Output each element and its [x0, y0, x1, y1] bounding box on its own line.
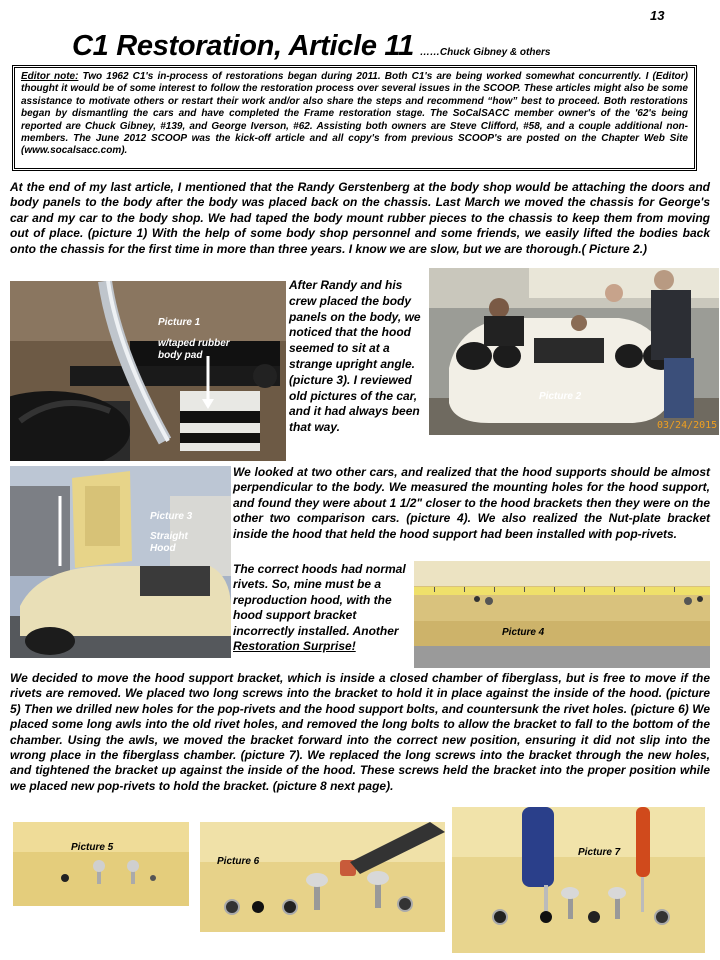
picture-3-image [10, 466, 231, 658]
picture-4-caption: Picture 4 [502, 627, 545, 638]
picture-2 [429, 268, 719, 435]
picture-6 [200, 822, 445, 932]
paragraph-intro: At the end of my last article, I mentioned that the Randy Gerstenberg at the body shop would be attaching the doors and body panels to the body after the body was placed back on the chassis. Last March we moved the chassis for George's car and my car to the body shop. We had taped the body mount rubber pieces to the chassis to keep them from moving out of place. (picture 1) With the help of some body shop personnel and some friends, we easily lifted the bodies back onto the chassis for the first time in more than three years. I know we are slow, but we are thorough.( Picture 2.) [10, 180, 710, 256]
picture-7 [452, 807, 705, 953]
paragraph-comparison: We looked at two other cars, and realized that the hood supports should be almost perpendicular to the body. We measured the mounting holes for the hood support, and found they were about 1 1/2" closer to the hood brackets then they were on the other two comparison cars. (picture 4). We also realized the Nut-plate bracket inside the hood that held the hood support had been installed with pop-rivets. [233, 465, 710, 541]
editor-note-text: Two 1962 C1's in-process of restorations began during 2011. Both C1's are being worked somewhat concurrently. I (Editor) thought it would be of some interest to follow the restoration process over several issues in the SCOOP. These articles might also be some assistance to motivate others or restart their work and/or also share the steps and recommend “how” best to proceed. Both restorations began by dismantling the cars and have completed the Frame restoration stage. The SoCalSACC member owner's of the '62's being reported are Chuck Gibney, #139, and George Iverson, #62. Assisting both owners are Steve Clifford, #58, and a couple additional non-members. The June 2012 SCOOP was the kick-off article and all copy's from previous SCOOP's are posted on the Chapter Web Site (www.socalsacc.com). [21, 71, 688, 157]
paragraph-hood-angle: After Randy and his crew placed the body panels on the body, we noticed that the hood seemed to sit at a strange upright angle. (picture 3). I reviewed old pictures of the car, and it had always been that way. [289, 278, 421, 435]
picture-2-date-stamp: 03/24/2015 [657, 420, 718, 431]
picture-1-caption: Picture 1 [158, 317, 201, 328]
byline: ……Chuck Gibney & others [419, 47, 551, 58]
rivets-text: The correct hoods had normal rivets. So, mine must be a reproduction hood, with the hood support bracket incorrectly installed. Another [233, 562, 406, 638]
page-number: 13 [650, 8, 665, 23]
picture-3-subcaption-2: Hood [150, 543, 176, 554]
picture-3 [10, 466, 231, 658]
paragraph-moving-bracket: We decided to move the hood support bracket, which is inside a closed chamber of fiberglass, but is free to move if the rivets are removed. We placed two long screws into the bracket to hold it in place against the inside of the hood. (picture 5) Then we drilled new holes for the pop-rivets and the hood support bolts, and countersunk the rivet holes. (picture 6) We placed some long awls into the old rivet holes, and removed the long bolts to allow the bracket to fall to the bottom of the chamber. Using the awls, we moved the bracket forward into the correct new position, ensuring it did not slip into the wrong place in the fiberglass chamber. (picture 7). We replaced the long screws into the bracket through the new holes, and tightened the bracket up against the inside of the hood. These screws held the bracket into the proper position while we placed new pop-rivets to hold the bracket. (picture 8 next page). [10, 671, 710, 793]
picture-1-subcaption-1: w/taped rubber [158, 338, 230, 349]
picture-5-caption: Picture 5 [71, 842, 114, 853]
picture-1 [10, 281, 286, 461]
picture-3-caption: Picture 3 [150, 511, 193, 522]
editor-note-box [12, 65, 697, 171]
picture-2-image [429, 268, 719, 435]
picture-7-image [452, 807, 705, 953]
picture-5-image [13, 822, 189, 906]
editor-note-label: Editor note: [21, 71, 79, 82]
picture-1-image [10, 281, 286, 461]
picture-4-image [414, 561, 710, 668]
picture-6-image [200, 822, 445, 932]
picture-2-caption: Picture 2 [539, 391, 582, 402]
picture-7-caption: Picture 7 [578, 847, 621, 858]
picture-5 [13, 822, 189, 906]
paragraph-rivets [233, 562, 411, 654]
picture-1-subcaption-2: body pad [158, 350, 203, 361]
restoration-surprise: Restoration Surprise! [233, 639, 356, 654]
picture-4 [414, 561, 710, 668]
picture-3-subcaption-1: Straight [150, 531, 188, 542]
article-title [72, 30, 551, 63]
picture-6-caption: Picture 6 [217, 856, 260, 867]
title-text: C1 Restoration, Article 11 [72, 30, 414, 62]
